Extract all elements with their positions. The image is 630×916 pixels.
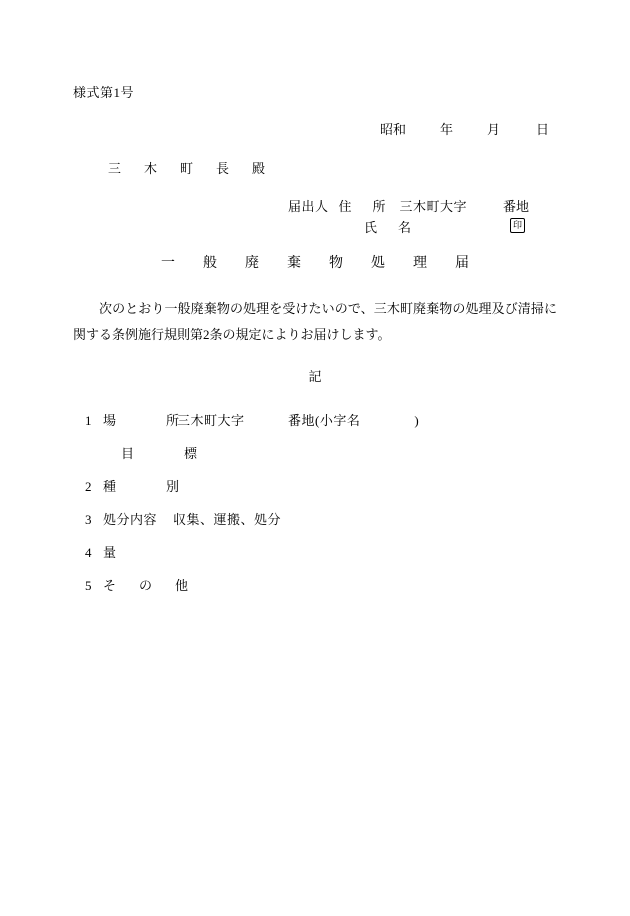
item-label: 処分内容 bbox=[103, 512, 158, 527]
item-number: 1 bbox=[85, 413, 92, 428]
item-value-secondary: 番地(小字名 ) bbox=[288, 413, 420, 428]
month-unit: 月 bbox=[487, 122, 501, 137]
item-number: 5 bbox=[85, 578, 92, 593]
item-value: 収集、運搬、処分 bbox=[173, 512, 282, 527]
list-item bbox=[85, 542, 585, 575]
item-label: 場 所 bbox=[103, 413, 188, 428]
list-item bbox=[85, 443, 585, 476]
items-list bbox=[85, 410, 585, 608]
body-paragraph bbox=[73, 296, 557, 348]
day-unit: 日 bbox=[536, 122, 550, 137]
ki-marker: 記 bbox=[308, 369, 322, 384]
form-id: 様式第1号 bbox=[73, 85, 135, 100]
item-label: そ の 他 bbox=[103, 578, 194, 593]
item-number: 2 bbox=[85, 479, 92, 494]
list-item bbox=[85, 509, 585, 542]
document-title: 一 般 廃 棄 物 処 理 届 bbox=[161, 256, 476, 271]
list-item bbox=[85, 476, 585, 509]
item-label: 目 標 bbox=[121, 446, 206, 461]
seal-icon: 印 bbox=[510, 218, 525, 233]
submitter-block bbox=[288, 196, 530, 238]
item-number: 4 bbox=[85, 545, 92, 560]
submitter-name-row bbox=[288, 217, 522, 238]
banchi-label: 番地 bbox=[503, 199, 530, 214]
addressee: 三 木 町 長 殿 bbox=[108, 161, 271, 176]
applicant-label: 届出人 bbox=[288, 199, 329, 214]
submitter-address-row bbox=[288, 196, 530, 217]
address-value: 三木町大字 bbox=[399, 199, 468, 214]
list-item bbox=[85, 410, 585, 443]
date-line bbox=[380, 119, 549, 138]
item-value: 三木町大字 bbox=[177, 413, 245, 428]
item-label: 種 別 bbox=[103, 479, 188, 494]
address-label: 住 所 bbox=[338, 199, 390, 214]
list-item bbox=[85, 575, 585, 608]
item-label: 量 bbox=[103, 545, 117, 560]
body-paragraph-text: 次のとおり一般廃棄物の処理を受けたいので、三木町廃棄物の処理及び清掃に関する条例施行規則第2条の規定によりお届けします。 bbox=[73, 301, 557, 342]
year-unit: 年 bbox=[440, 122, 454, 137]
era-label: 昭和 bbox=[380, 122, 407, 137]
item-number: 3 bbox=[85, 512, 92, 527]
name-label: 氏 名 bbox=[364, 220, 416, 235]
